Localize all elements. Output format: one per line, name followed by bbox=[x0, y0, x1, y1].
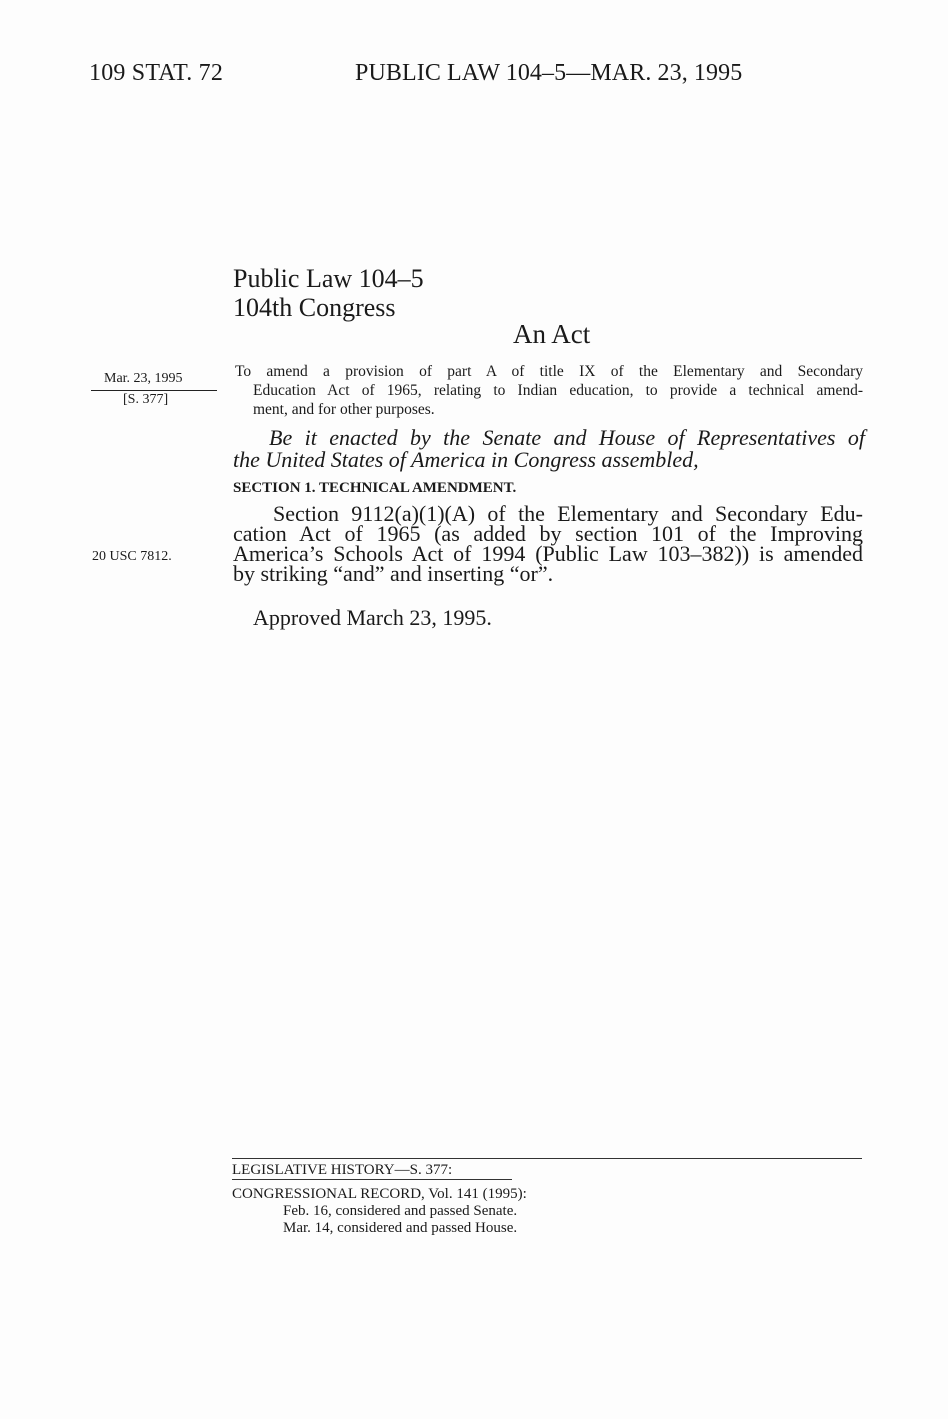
margin-note-divider bbox=[91, 390, 217, 391]
section-body bbox=[233, 501, 863, 586]
approval-date: Approved March 23, 1995. bbox=[253, 605, 492, 630]
purpose-line: ment, and for other purposes. bbox=[253, 401, 435, 418]
footer-divider bbox=[232, 1158, 862, 1159]
margin-note-usc-citation: 20 USC 7812. bbox=[92, 549, 172, 564]
enacting-clause-line: the United States of America in Congress assembled, bbox=[233, 447, 699, 472]
congress-number: 104th Congress bbox=[233, 293, 396, 322]
section-heading: SECTION 1. TECHNICAL AMENDMENT. bbox=[233, 480, 517, 496]
legislative-history-underline bbox=[232, 1179, 512, 1180]
section-body-line: cation Act of 1965 (as added by section 101 of the Improving bbox=[233, 521, 863, 546]
legislative-history-heading: LEGISLATIVE HISTORY—S. 377: bbox=[232, 1162, 453, 1178]
section-body-line: America’s Schools Act of 1994 (Public Law 103–382)) is amended bbox=[233, 541, 863, 566]
act-purpose bbox=[235, 362, 863, 419]
statute-page-reference: 109 STAT. 72 bbox=[89, 60, 224, 86]
legislative-history-item: Feb. 16, considered and passed Senate. bbox=[283, 1203, 518, 1219]
enacting-clause bbox=[233, 427, 865, 471]
running-header-title: PUBLIC LAW 104–5—MAR. 23, 1995 bbox=[355, 60, 743, 86]
act-heading: An Act bbox=[513, 319, 591, 349]
public-law-number: Public Law 104–5 bbox=[233, 264, 424, 293]
margin-note-bill: [S. 377] bbox=[123, 392, 169, 407]
section-body-line: Section 9112(a)(1)(A) of the Elementary and Secondary Edu- bbox=[273, 501, 863, 526]
purpose-line: To amend a provision of part A of title IX of the Elementary and Secondary bbox=[235, 363, 863, 380]
section-body-line: by striking “and” and inserting “or”. bbox=[233, 561, 554, 586]
purpose-line: Education Act of 1965, relating to Indian education, to provide a technical amend- bbox=[253, 382, 863, 399]
legislative-history-item: Mar. 14, considered and passed House. bbox=[283, 1220, 518, 1236]
enacting-clause-line: Be it enacted by the Senate and House of Representatives of bbox=[269, 425, 865, 450]
congressional-record-citation: CONGRESSIONAL RECORD, Vol. 141 (1995): bbox=[232, 1186, 527, 1202]
margin-note-date: Mar. 23, 1995 bbox=[104, 371, 183, 386]
